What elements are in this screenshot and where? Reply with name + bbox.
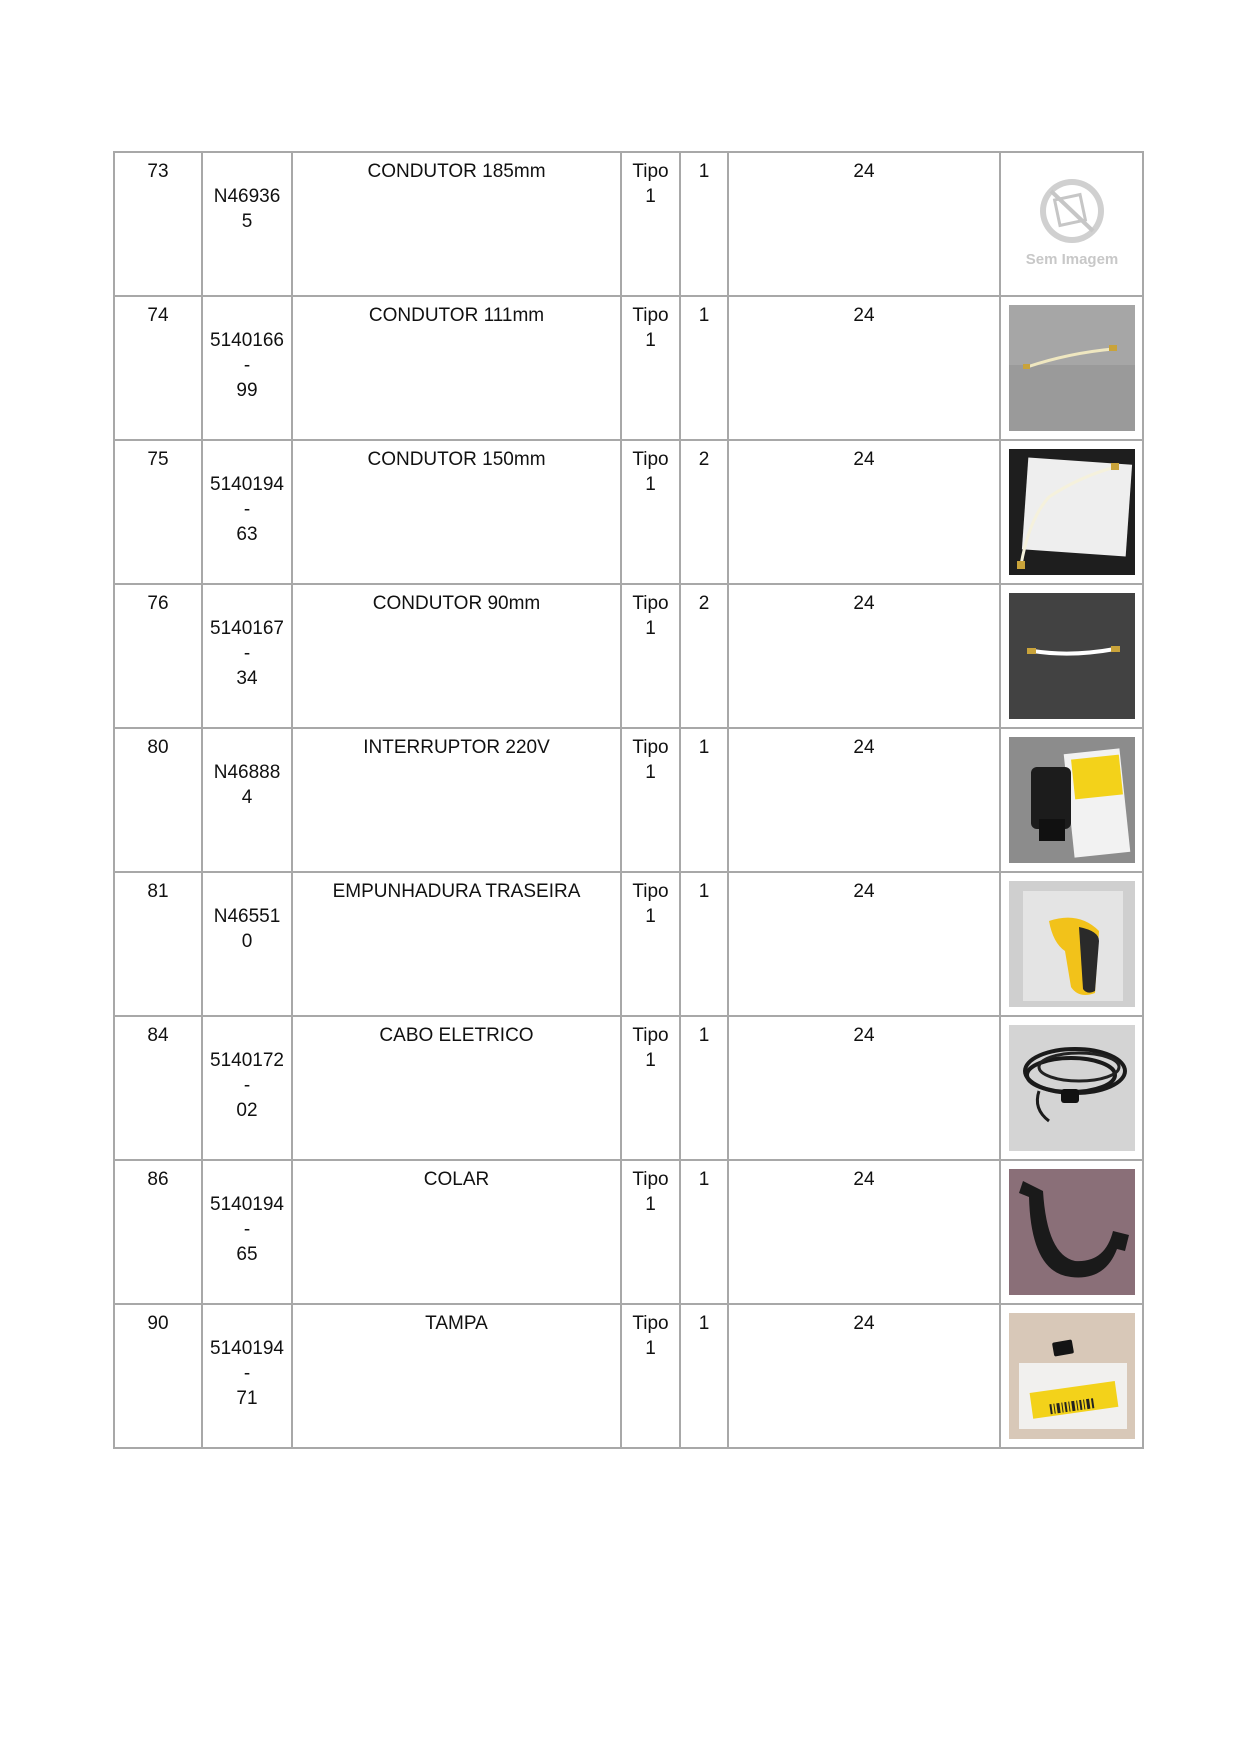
table-row xyxy=(114,152,1143,296)
part-code-line: 71 xyxy=(236,1388,258,1409)
part-image-cell xyxy=(1000,584,1143,728)
part-quantity: 1 xyxy=(680,1016,728,1160)
table-row xyxy=(114,872,1143,1016)
no-image-icon xyxy=(1009,161,1135,287)
item-number: 75 xyxy=(114,440,202,584)
part-code-line: 5140167- xyxy=(210,618,284,664)
type-value: 1 xyxy=(645,330,656,351)
part-code-line: 5140194- xyxy=(210,1338,284,1384)
type-value: 1 xyxy=(645,906,656,927)
part-description: CONDUTOR 150mm xyxy=(292,440,621,584)
part-code xyxy=(202,440,292,584)
part-code-line: 5140172- xyxy=(210,1050,284,1096)
part-code-line: 63 xyxy=(236,524,258,545)
item-number: 86 xyxy=(114,1160,202,1304)
part-code-line: 5140194- xyxy=(210,1194,284,1240)
part-warranty: 24 xyxy=(728,1160,1000,1304)
type-value: 1 xyxy=(645,618,656,639)
clamp-photo xyxy=(1009,1169,1135,1295)
type-value: 1 xyxy=(645,762,656,783)
part-code-line: 5140166- xyxy=(210,330,284,376)
part-type xyxy=(621,152,680,296)
part-description: EMPUNHADURA TRASEIRA xyxy=(292,872,621,1016)
part-image-cell xyxy=(1000,1016,1143,1160)
part-type xyxy=(621,728,680,872)
type-value: 1 xyxy=(645,474,656,495)
type-label: Tipo xyxy=(632,449,669,470)
part-warranty: 24 xyxy=(728,872,1000,1016)
part-code-line: N468884 xyxy=(213,762,281,808)
part-code-line: 99 xyxy=(236,380,258,401)
parts-table xyxy=(113,151,1144,1449)
part-description: CONDUTOR 90mm xyxy=(292,584,621,728)
short-wire-photo xyxy=(1009,593,1135,719)
part-quantity: 1 xyxy=(680,872,728,1016)
table-row xyxy=(114,1016,1143,1160)
part-warranty: 24 xyxy=(728,728,1000,872)
wire-on-card-photo xyxy=(1009,449,1135,575)
part-warranty: 24 xyxy=(728,1304,1000,1448)
item-number: 73 xyxy=(114,152,202,296)
part-image-cell xyxy=(1000,728,1143,872)
type-label: Tipo xyxy=(632,593,669,614)
cable-photo xyxy=(1009,1025,1135,1151)
item-number: 80 xyxy=(114,728,202,872)
table-row xyxy=(114,584,1143,728)
wire-photo xyxy=(1009,305,1135,431)
part-warranty: 24 xyxy=(728,440,1000,584)
part-type xyxy=(621,440,680,584)
part-image-cell xyxy=(1000,296,1143,440)
part-quantity: 1 xyxy=(680,296,728,440)
part-code-line: 5140194- xyxy=(210,474,284,520)
part-code-line: 34 xyxy=(236,668,258,689)
type-label: Tipo xyxy=(632,737,669,758)
part-warranty: 24 xyxy=(728,152,1000,296)
type-label: Tipo xyxy=(632,305,669,326)
item-number: 76 xyxy=(114,584,202,728)
type-value: 1 xyxy=(645,1194,656,1215)
part-description: INTERRUPTOR 220V xyxy=(292,728,621,872)
type-label: Tipo xyxy=(632,881,669,902)
part-image-cell xyxy=(1000,1160,1143,1304)
part-description: CABO ELETRICO xyxy=(292,1016,621,1160)
part-description: CONDUTOR 185mm xyxy=(292,152,621,296)
item-number: 74 xyxy=(114,296,202,440)
part-quantity: 2 xyxy=(680,584,728,728)
type-label: Tipo xyxy=(632,1313,669,1334)
type-label: Tipo xyxy=(632,161,669,182)
item-number: 90 xyxy=(114,1304,202,1448)
table-row xyxy=(114,1160,1143,1304)
part-code xyxy=(202,728,292,872)
part-warranty: 24 xyxy=(728,1016,1000,1160)
table-row xyxy=(114,296,1143,440)
part-type xyxy=(621,296,680,440)
part-code-line: 02 xyxy=(236,1100,258,1121)
part-code xyxy=(202,152,292,296)
part-warranty: 24 xyxy=(728,296,1000,440)
part-description: TAMPA xyxy=(292,1304,621,1448)
part-description: COLAR xyxy=(292,1160,621,1304)
part-code xyxy=(202,1160,292,1304)
type-label: Tipo xyxy=(632,1169,669,1190)
part-quantity: 1 xyxy=(680,152,728,296)
part-type xyxy=(621,1160,680,1304)
part-type xyxy=(621,1304,680,1448)
switch-photo xyxy=(1009,737,1135,863)
part-code xyxy=(202,584,292,728)
table-row xyxy=(114,440,1143,584)
part-warranty: 24 xyxy=(728,584,1000,728)
type-value: 1 xyxy=(645,1050,656,1071)
part-type xyxy=(621,584,680,728)
type-label: Tipo xyxy=(632,1025,669,1046)
part-image-cell xyxy=(1000,1304,1143,1448)
part-quantity: 2 xyxy=(680,440,728,584)
part-code-line: 65 xyxy=(236,1244,258,1265)
table-row xyxy=(114,1304,1143,1448)
part-quantity: 1 xyxy=(680,1304,728,1448)
part-quantity: 1 xyxy=(680,728,728,872)
table-row xyxy=(114,728,1143,872)
handle-photo xyxy=(1009,881,1135,1007)
item-number: 81 xyxy=(114,872,202,1016)
part-type xyxy=(621,1016,680,1160)
type-value: 1 xyxy=(645,1338,656,1359)
part-code xyxy=(202,296,292,440)
part-image-cell xyxy=(1000,440,1143,584)
part-code xyxy=(202,1304,292,1448)
part-code-line: N469365 xyxy=(213,186,281,232)
part-image-cell xyxy=(1000,872,1143,1016)
part-description: CONDUTOR 111mm xyxy=(292,296,621,440)
part-image-cell xyxy=(1000,152,1143,296)
type-value: 1 xyxy=(645,186,656,207)
part-code xyxy=(202,872,292,1016)
cap-photo xyxy=(1009,1313,1135,1439)
part-code xyxy=(202,1016,292,1160)
no-image-label: Sem Imagem xyxy=(1025,251,1119,268)
part-code-line: N465510 xyxy=(213,906,281,952)
part-quantity: 1 xyxy=(680,1160,728,1304)
item-number: 84 xyxy=(114,1016,202,1160)
part-type xyxy=(621,872,680,1016)
